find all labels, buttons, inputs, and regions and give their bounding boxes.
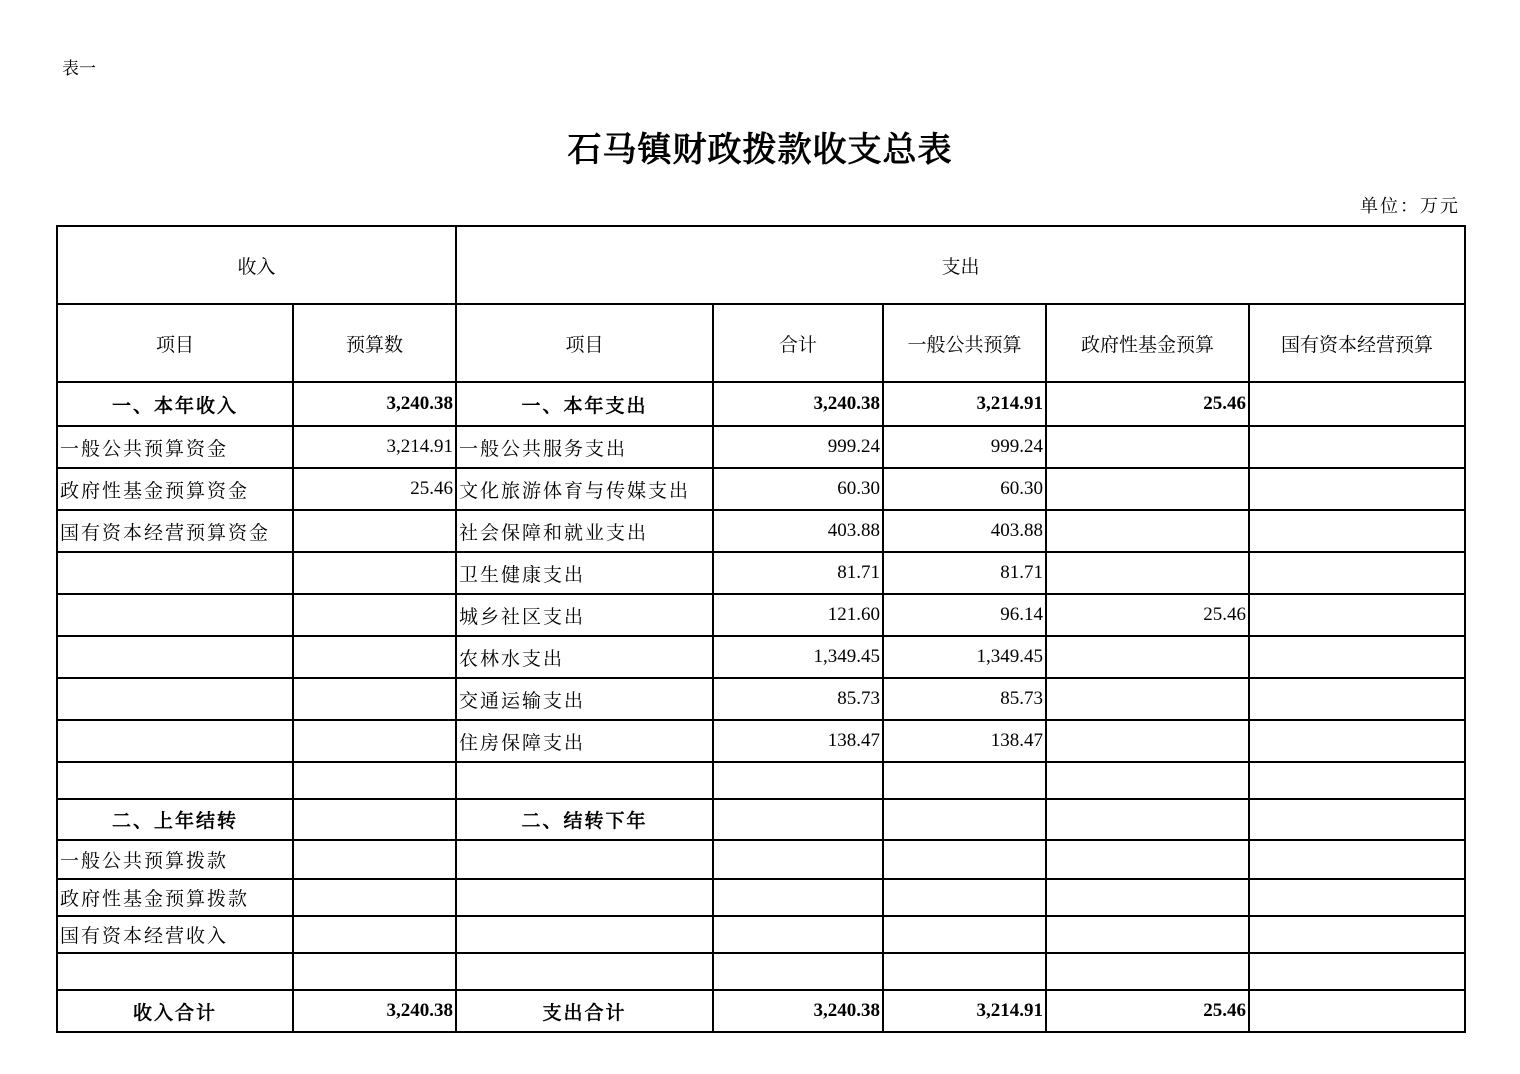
gov-fund-cell: 25.46 [1046,594,1249,636]
total-cell: 121.60 [713,594,883,636]
general-budget-cell: 138.47 [883,720,1046,762]
state-capital-header: 国有资本经营预算 [1249,304,1465,382]
income-amount-cell: 25.46 [293,468,456,510]
total-cell: 3,240.38 [713,990,883,1032]
income-amount-cell [293,510,456,552]
state-capital-cell [1249,879,1465,916]
general-budget-cell [883,840,1046,879]
total-header: 合计 [713,304,883,382]
table-row [57,678,1465,720]
total-cell: 60.30 [713,468,883,510]
total-cell [713,879,883,916]
general-budget-cell: 3,214.91 [883,382,1046,426]
budget-table [56,225,1466,1033]
state-capital-cell [1249,636,1465,678]
expense-item-cell: 交通运输支出 [456,678,713,720]
income-amount-cell [293,720,456,762]
gov-fund-cell [1046,916,1249,953]
state-capital-cell [1249,426,1465,468]
total-cell: 138.47 [713,720,883,762]
income-amount-cell [293,636,456,678]
expense-item-cell [456,916,713,953]
general-budget-cell [883,953,1046,990]
gov-fund-cell [1046,879,1249,916]
state-capital-cell [1249,762,1465,799]
total-cell [713,916,883,953]
state-capital-cell [1249,678,1465,720]
gov-fund-cell [1046,678,1249,720]
expense-header: 支出 [456,226,1465,304]
expense-item-cell: 二、结转下年 [456,799,713,840]
income-amount-cell [293,678,456,720]
general-budget-cell: 403.88 [883,510,1046,552]
table-row [57,510,1465,552]
income-item-cell: 政府性基金预算资金 [57,468,293,510]
gov-fund-cell [1046,840,1249,879]
income-amount-cell [293,762,456,799]
income-amount-cell [293,594,456,636]
state-capital-cell [1249,953,1465,990]
table-row [57,468,1465,510]
total-cell [713,762,883,799]
table-row [57,799,1465,840]
gov-fund-cell [1046,953,1249,990]
gov-fund-cell [1046,426,1249,468]
income-item-cell [57,552,293,594]
income-item-header: 项目 [57,304,293,382]
income-budget-header: 预算数 [293,304,456,382]
expense-item-cell [456,879,713,916]
income-item-cell: 政府性基金预算拨款 [57,879,293,916]
income-item-cell [57,636,293,678]
income-item-cell: 国有资本经营预算资金 [57,510,293,552]
table-row [57,840,1465,879]
expense-item-cell: 支出合计 [456,990,713,1032]
gov-fund-cell [1046,720,1249,762]
table-body [57,382,1465,1032]
general-budget-cell: 1,349.45 [883,636,1046,678]
general-budget-cell [883,762,1046,799]
income-amount-cell [293,916,456,953]
total-cell: 999.24 [713,426,883,468]
gov-fund-cell [1046,799,1249,840]
income-amount-cell [293,840,456,879]
general-budget-cell [883,799,1046,840]
table-row [57,990,1465,1032]
expense-item-cell: 城乡社区支出 [456,594,713,636]
header-row-sections [57,226,1465,304]
table-row [57,762,1465,799]
state-capital-cell [1249,382,1465,426]
income-amount-cell [293,953,456,990]
state-capital-cell [1249,799,1465,840]
expense-item-header: 项目 [456,304,713,382]
expense-item-cell: 住房保障支出 [456,720,713,762]
table-row [57,594,1465,636]
page-title: 石马镇财政拨款收支总表 [567,130,953,170]
income-item-cell [57,953,293,990]
state-capital-cell [1249,840,1465,879]
income-item-cell: 二、上年结转 [57,799,293,840]
income-header: 收入 [57,226,456,304]
total-cell [713,840,883,879]
general-budget-cell [883,916,1046,953]
income-amount-cell [293,879,456,916]
general-budget-cell: 60.30 [883,468,1046,510]
general-budget-cell: 85.73 [883,678,1046,720]
total-cell: 1,349.45 [713,636,883,678]
table-row [57,720,1465,762]
table-row [57,382,1465,426]
income-amount-cell: 3,214.91 [293,426,456,468]
table-row [57,426,1465,468]
state-capital-cell [1249,594,1465,636]
general-budget-cell [883,879,1046,916]
total-cell: 3,240.38 [713,382,883,426]
total-cell [713,953,883,990]
general-budget-header: 一般公共预算 [883,304,1046,382]
expense-item-cell [456,762,713,799]
table-row [57,953,1465,990]
expense-item-cell [456,953,713,990]
gov-fund-header: 政府性基金预算 [1046,304,1249,382]
income-item-cell [57,594,293,636]
state-capital-cell [1249,720,1465,762]
income-item-cell: 一般公共预算拨款 [57,840,293,879]
expense-item-cell: 一般公共服务支出 [456,426,713,468]
table-row [57,636,1465,678]
expense-item-cell: 文化旅游体育与传媒支出 [456,468,713,510]
total-cell [713,799,883,840]
expense-item-cell: 卫生健康支出 [456,552,713,594]
gov-fund-cell [1046,762,1249,799]
general-budget-cell: 81.71 [883,552,1046,594]
income-amount-cell [293,552,456,594]
gov-fund-cell [1046,636,1249,678]
gov-fund-cell [1046,468,1249,510]
table-row [57,879,1465,916]
income-item-cell [57,678,293,720]
table-row [57,552,1465,594]
state-capital-cell [1249,468,1465,510]
income-item-cell: 国有资本经营收入 [57,916,293,953]
income-amount-cell: 3,240.38 [293,382,456,426]
state-capital-cell [1249,552,1465,594]
general-budget-cell: 96.14 [883,594,1046,636]
sheet-label: 表一 [62,59,96,79]
income-item-cell: 一般公共预算资金 [57,426,293,468]
income-item-cell: 一、本年收入 [57,382,293,426]
expense-item-cell: 社会保障和就业支出 [456,510,713,552]
gov-fund-cell: 25.46 [1046,990,1249,1032]
state-capital-cell [1249,916,1465,953]
state-capital-cell [1249,510,1465,552]
gov-fund-cell [1046,510,1249,552]
income-item-cell [57,762,293,799]
total-cell: 85.73 [713,678,883,720]
income-item-cell: 收入合计 [57,990,293,1032]
expense-item-cell: 一、本年支出 [456,382,713,426]
expense-item-cell [456,840,713,879]
total-cell: 403.88 [713,510,883,552]
gov-fund-cell [1046,552,1249,594]
income-amount-cell: 3,240.38 [293,990,456,1032]
unit-label: 单位：万元 [1360,196,1460,217]
general-budget-cell: 999.24 [883,426,1046,468]
total-cell: 81.71 [713,552,883,594]
expense-item-cell: 农林水支出 [456,636,713,678]
header-row-columns [57,304,1465,382]
table-row [57,916,1465,953]
state-capital-cell [1249,990,1465,1032]
general-budget-cell: 3,214.91 [883,990,1046,1032]
income-item-cell [57,720,293,762]
gov-fund-cell: 25.46 [1046,382,1249,426]
income-amount-cell [293,799,456,840]
